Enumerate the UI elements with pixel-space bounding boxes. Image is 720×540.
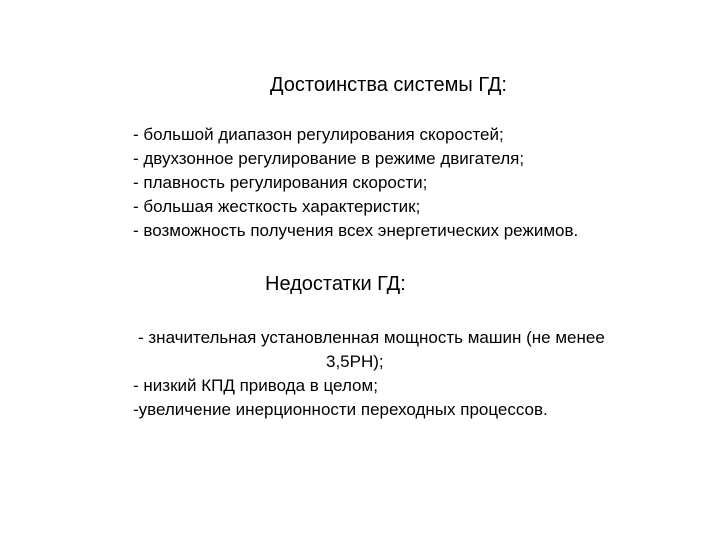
advantage-item: - двухзонное регулирование в режиме двигателя; (133, 149, 525, 168)
disadvantages-title: Недостатки ГД: (265, 273, 406, 295)
advantage-item: - плавность регулирования скорости; (133, 173, 428, 192)
advantages-title: Достоинства системы ГД: (270, 74, 507, 96)
disadvantage-item: -увеличение инерционности переходных процессов. (133, 400, 548, 419)
advantage-item: - большой диапазон регулирования скоростей; (133, 125, 504, 144)
disadvantage-item-continuation: 3,5PH); (326, 352, 384, 371)
disadvantages-list (133, 326, 605, 422)
disadvantage-item: - значительная установленная мощность машин (не менее (138, 328, 605, 347)
disadvantage-item: - низкий КПД привода в целом; (133, 376, 378, 395)
advantage-item: - возможность получения всех энергетических режимов. (133, 221, 579, 240)
advantages-list (133, 123, 578, 243)
advantage-item: - большая жесткость характеристик; (133, 197, 421, 216)
